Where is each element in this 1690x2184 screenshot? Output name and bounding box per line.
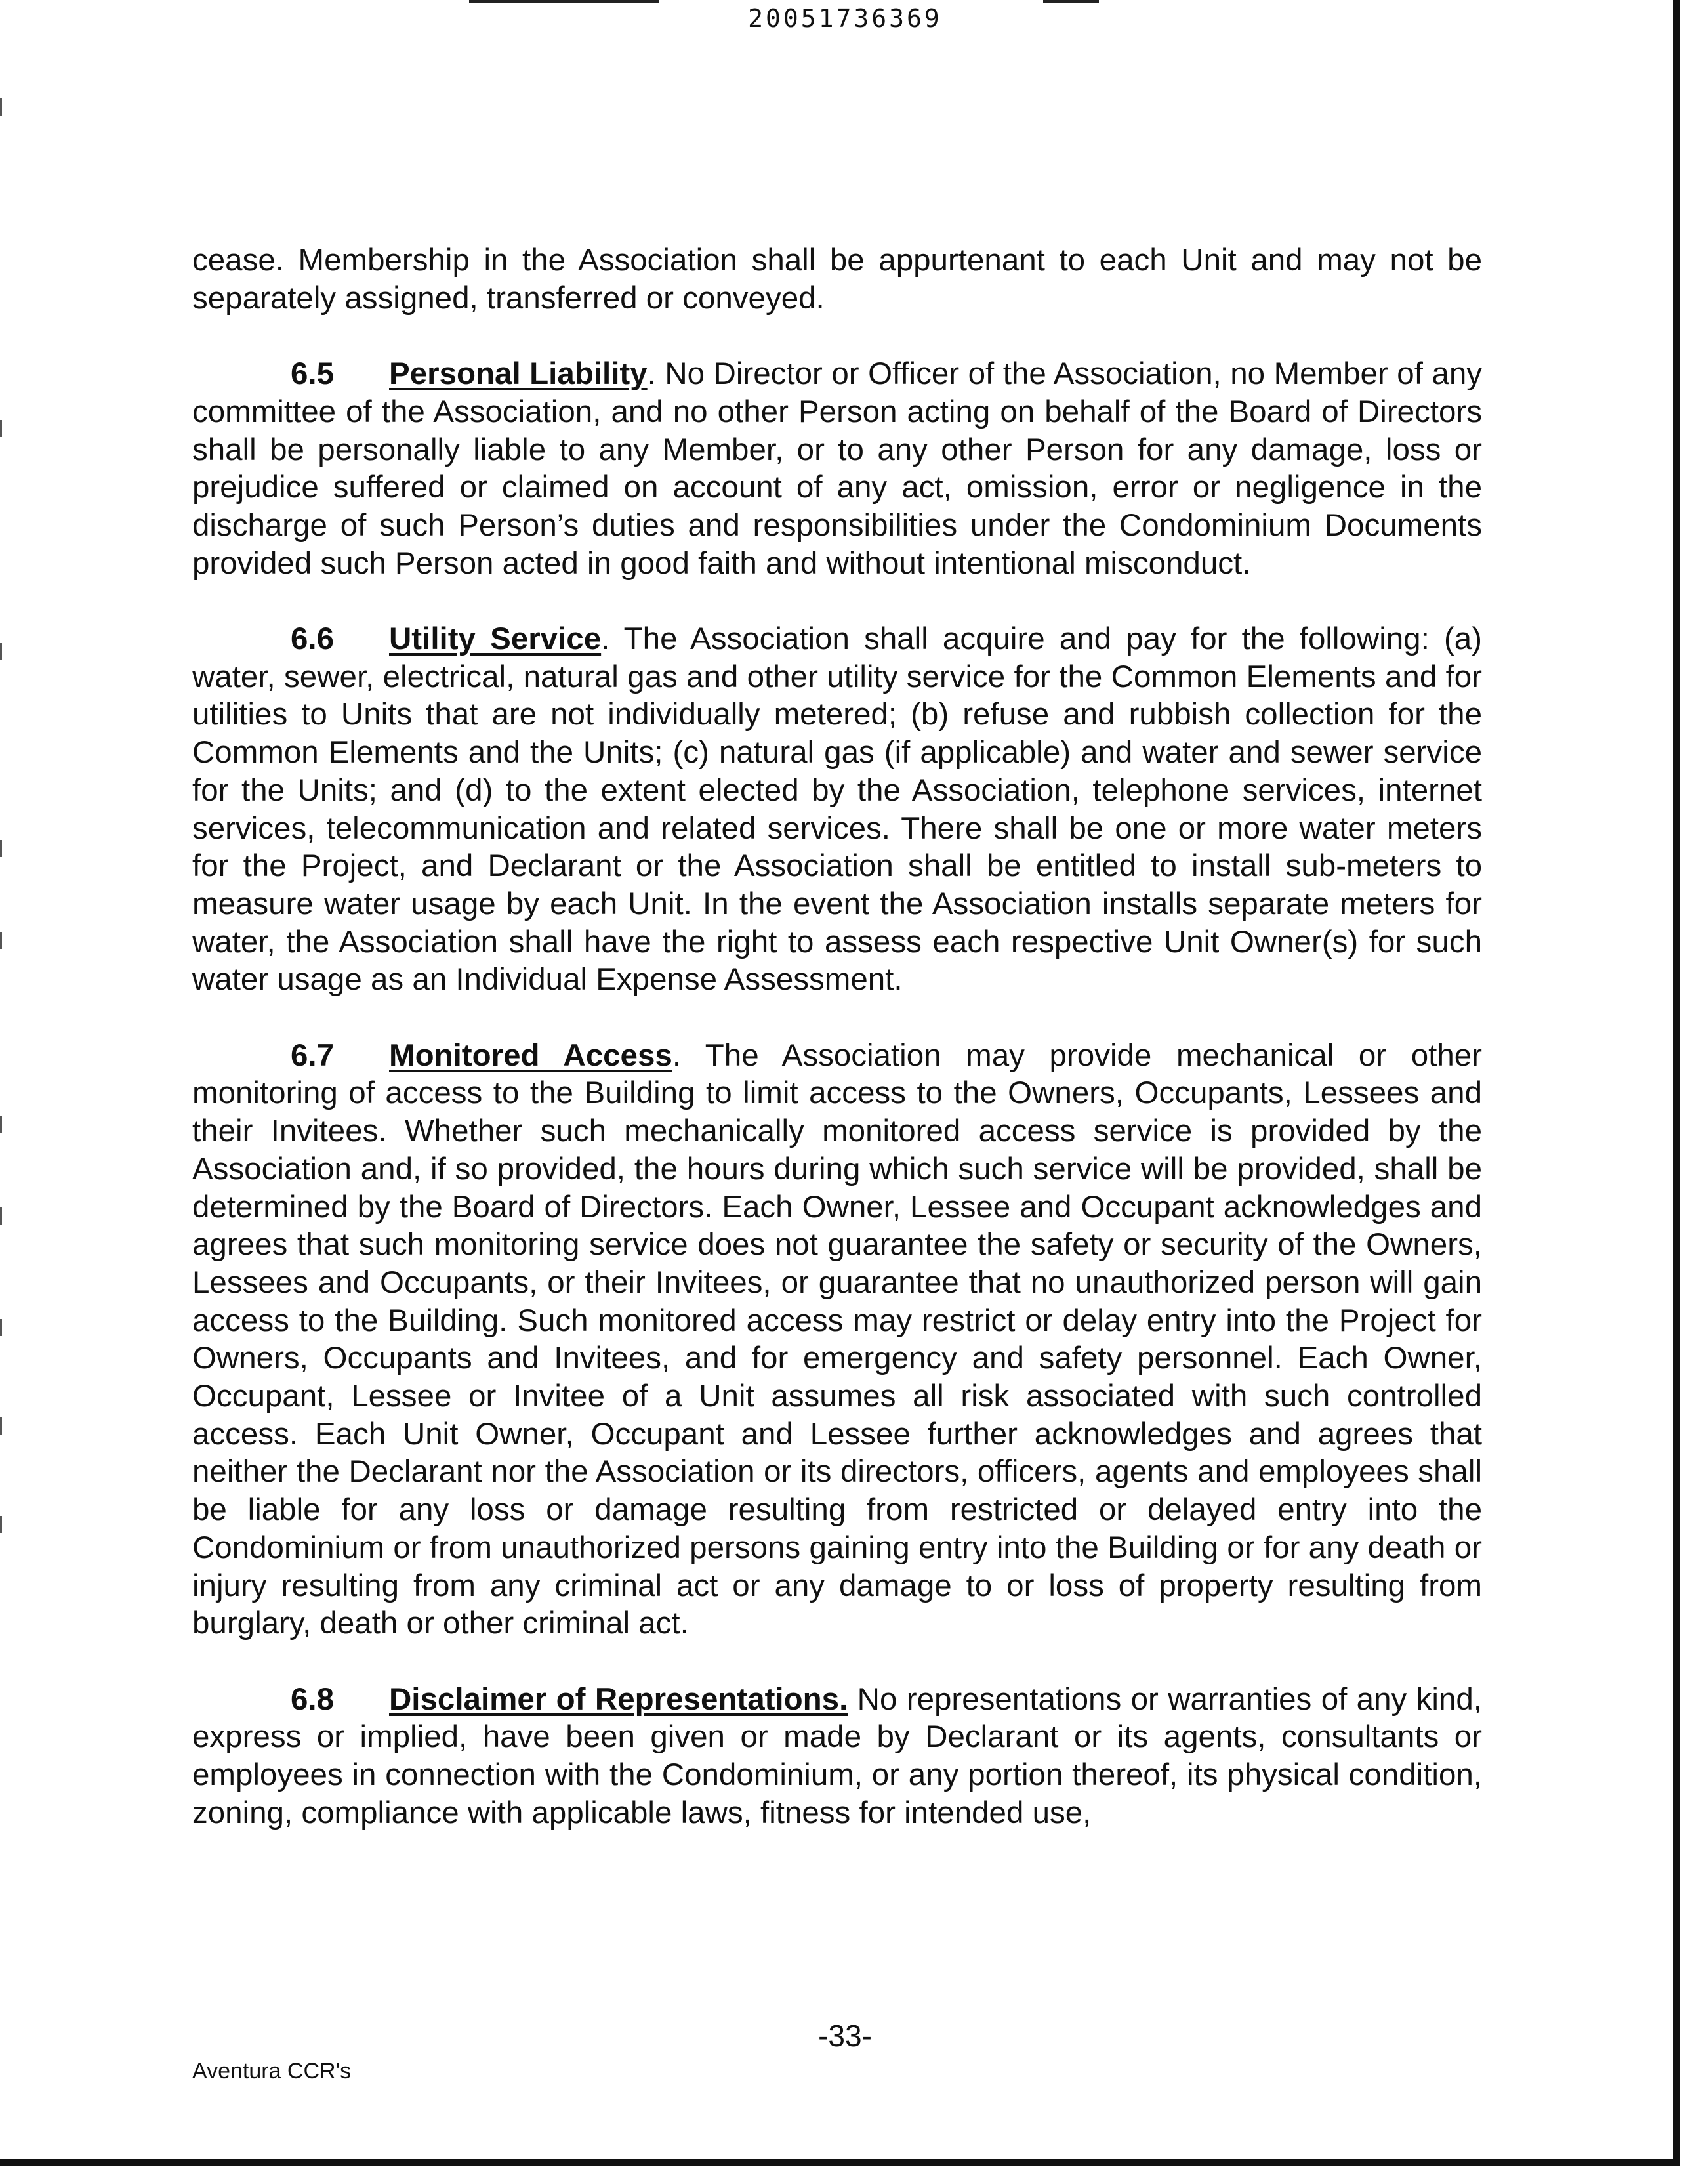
section-text: No Director or Officer of the Association, no Member of any committee of the Association, and no other Person acting on behalf of the Board of Directors shall be personally liable to any Member, or to any other Person for any damage, loss or prejudice suffered or claimed on account of any act, omission, error or negligence in the discharge of such Person’s duties and responsibilities under the Condominium Documents provided such Person acted in good faith and without intentional misconduct.	[192, 356, 1482, 581]
section-paragraph	[192, 1681, 1482, 1832]
section-title: Disclaimer of Representations.	[389, 1681, 848, 1717]
intro-paragraph: cease. Membership in the Association shall be appurtenant to each Unit and may not be separately assigned, transferred or conveyed.	[192, 243, 1482, 316]
section-title-punct: .	[672, 1038, 682, 1073]
section-title: Monitored Access	[389, 1038, 672, 1073]
page-border-bottom	[0, 2159, 1680, 2166]
scan-edge-marks	[0, 0, 3, 2166]
section-paragraph	[192, 620, 1482, 999]
section-title-punct: .	[601, 621, 610, 656]
footer-document-label: Aventura CCR's	[192, 2059, 352, 2084]
section-text: The Association may provide mechanical or other monitoring of access to the Building to limit access to the Owners, Occupants, Lessees and their Invitees. Whether such mechanically monitored access service is provided by the Association and, if so provided, the hours during which such service will be provided, shall be determined by the Board of Directors. Each Owner, Lessee and Occupant acknowledges and agrees that such monitoring service does not guarantee the safety or security of the Owners, Lessees and Occupants, or their Invitees, or guarantee that no unauthorized person will gain access to the Building. Such monitored access may restrict or delay entry into the Project for Owners, Occupants and Invitees, and for emergency and safety personnel. Each Owner, Occupant, Lessee or Invitee of a Unit assumes all risk associated with such controlled access. Each Unit Owner, Occupant and Lessee further acknowledges and agrees that neither the Declarant nor the Association or its directors, officers, agents and employees shall be liable for any loss or damage resulting from restricted or delayed entry into the Condominium or from unauthorized persons gaining entry into the Building or for any death or injury resulting from any criminal act or any damage to or loss of property resulting from burglary, death or other criminal act.	[192, 1038, 1482, 1641]
page-number: -33-	[818, 2019, 872, 2053]
section-paragraph	[192, 1037, 1482, 1643]
page-border-right	[1673, 0, 1680, 2166]
section-number: 6.7	[291, 1038, 335, 1073]
section-number: 6.6	[291, 621, 335, 656]
scan-top-rule	[1043, 0, 1099, 3]
section-paragraph	[192, 355, 1482, 582]
section-text: The Association shall acquire and pay for the following: (a) water, sewer, electrical, natural gas and other utility service for the Common Elements and for utilities to Units that are not individually metered; (b) refuse and rubbish collection for the Common Elements and the Units; (c) natural gas (if applicable) and water and sewer service for the Units; and (d) to the extent elected by the Association, telephone services, internet services, telecommunication and related services. There shall be one or more water meters for the Project, and Declarant or the Association shall be entitled to install sub-meters to measure water usage by each Unit. In the event the Association installs separate meters for water, the Association shall have the right to assess each respective Unit Owner(s) for such water usage as an Individual Expense Assessment.	[192, 621, 1482, 998]
section-text: No representations or warranties of any kind, express or implied, have been given or made by Declarant or its agents, consultants or employees in connection with the Condominium, or any portion thereof, its physical condition, zoning, compliance with applicable laws, fitness for intended use,	[192, 1681, 1482, 1830]
document-body	[192, 242, 1482, 1870]
section-title-punct: .	[647, 356, 656, 392]
document-id: 20051736369	[748, 4, 942, 33]
section-number: 6.8	[291, 1681, 335, 1717]
section-title: Personal Liability	[389, 356, 648, 392]
scan-top-rule	[469, 0, 659, 3]
section-number: 6.5	[291, 356, 335, 392]
section-title: Utility Service	[389, 621, 602, 656]
